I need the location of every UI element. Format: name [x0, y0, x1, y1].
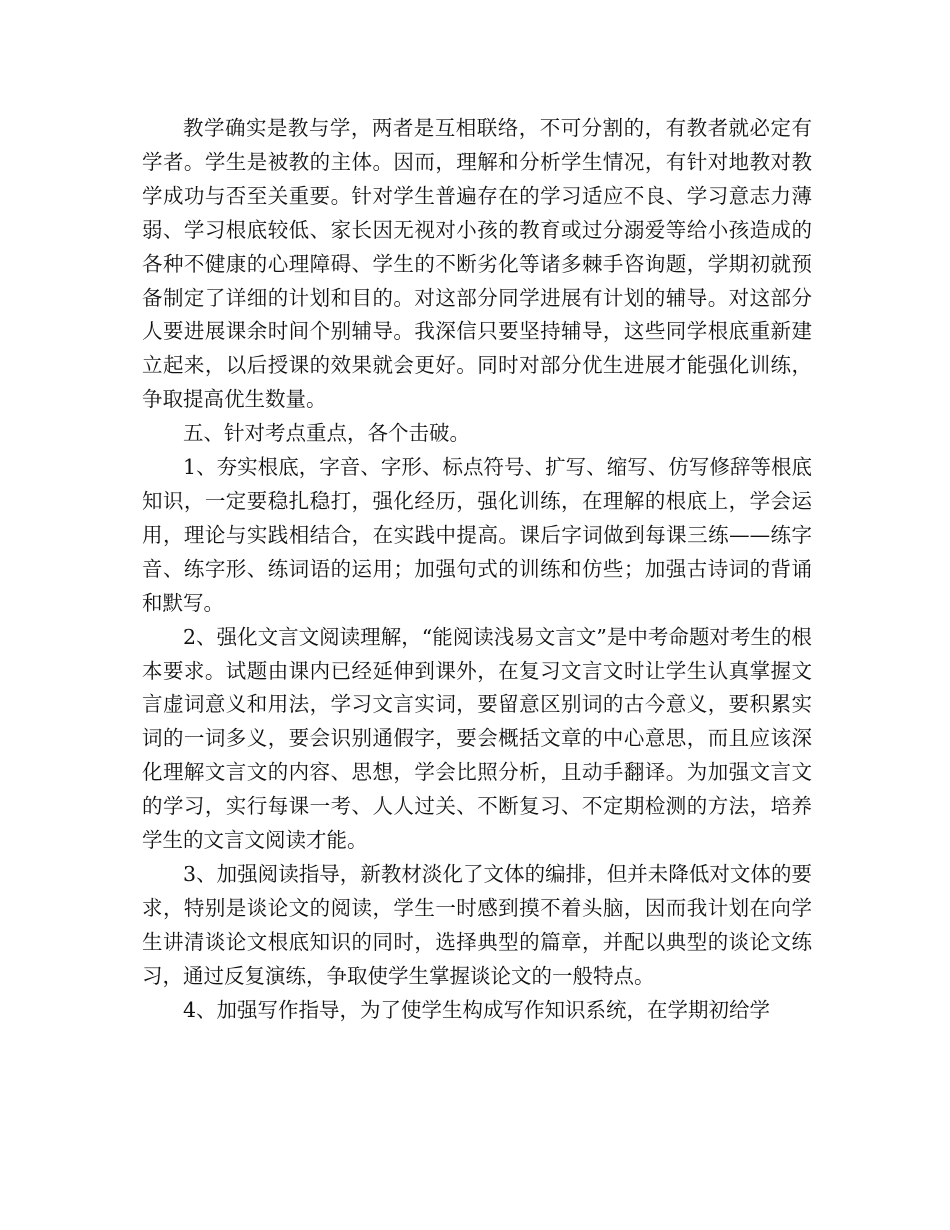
- paragraph-student-analysis: 教学确实是教与学，两者是互相联络，不可分割的，有教者就必定有学者。学生是被教的主体。因而，理解和分析学生情况，有针对地教对教学成功与否至关重要。针对学生普遍存在的学习适应不良、学习意志力薄弱、学习根底较低、家长因无视对小孩的教育或过分溺爱等给小孩造成的各种不健康的心理障碍、学生的不断劣化等诸多棘手咨询题，学期初就预备制定了详细的计划和目的。对这部分同学进展有计划的辅导。对这部分人要进展课余时间个别辅导。我深信只要坚持辅导，这些同学根底重新建立起来，以后授课的效果就会更好。同时对部分优生进展才能强化训练，争取提高优生数量。: [142, 116, 812, 412]
- document-page: [142, 112, 812, 1027]
- paragraph-item-3-reading: 3、加强阅读指导，新教材淡化了文体的编排，但并未降低对文体的要求，特别是谈论文的阅读，学生一时感到摸不着头脑，因而我计划在向学生讲清谈论文根底知识的同时，选择典型的篇章，并配以典型的谈论文练习，通过反复演练，争取使学生掌握谈论文的一般特点。: [142, 861, 812, 988]
- paragraph-item-2-classical-chinese: 2、强化文言文阅读理解，“能阅读浅易文言文”是中考命题对考生的根本要求。试题由课内已经延伸到课外，在复习文言文时让学生认真掌握文言虚词意义和用法，学习文言实词，要留意区别词的古今意义，要积累实词的一词多义，要会识别通假字，要会概括文章的中心意思，而且应该深化理解文言文的内容、思想，学会比照分析，且动手翻译。为加强文言文的学习，实行每课一考、人人过关、不断复习、不定期检测的方法，培养学生的文言文阅读才能。: [142, 624, 812, 853]
- paragraph-section-five-heading: 五、针对考点重点，各个击破。: [183, 421, 470, 446]
- paragraph-item-4-writing: 4、加强写作指导，为了使学生构成写作知识系统，在学期初给学: [183, 997, 771, 1022]
- paragraph-item-1-foundation: 1、夯实根底，字音、字形、标点符号、扩写、缩写、仿写修辞等根底知识，一定要稳扎稳打，强化经历，强化训练，在理解的根底上，学会运用，理论与实践相结合，在实践中提高。课后字词做到每课三练——练字音、练字形、练词语的运用；加强句式的训练和仿些；加强古诗词的背诵和默写。: [142, 455, 812, 615]
